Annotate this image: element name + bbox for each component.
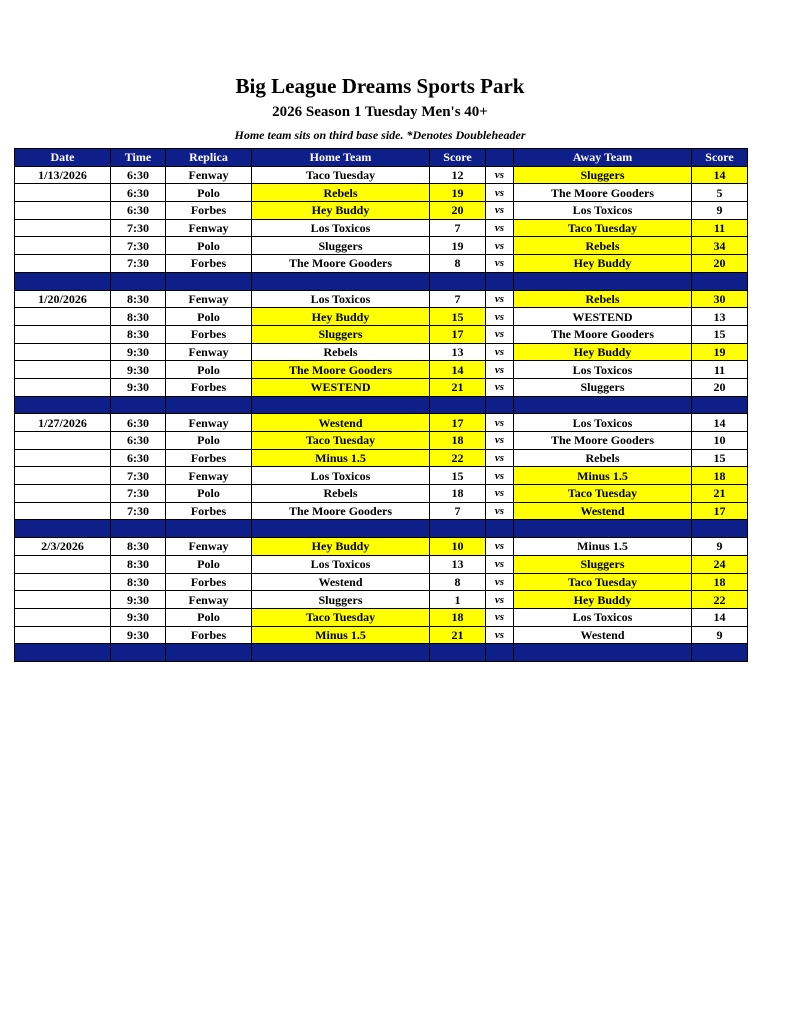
game-field: Fenway [166,290,252,308]
separator-cell [15,520,111,538]
away-team: Sluggers [514,555,692,573]
game-date [15,591,111,609]
game-date: 1/27/2026 [15,414,111,432]
table-row [15,432,748,450]
game-date [15,485,111,503]
away-team: The Moore Gooders [514,432,692,450]
separator-cell [430,644,486,662]
separator-cell [15,644,111,662]
game-field: Forbes [166,449,252,467]
away-score: 9 [692,626,748,644]
table-row [15,449,748,467]
away-score: 34 [692,237,748,255]
home-score: 7 [430,290,486,308]
game-field: Fenway [166,219,252,237]
away-team: Hey Buddy [514,343,692,361]
vs-label: vs [486,325,514,343]
game-field: Polo [166,432,252,450]
table-row [15,378,748,396]
week-separator [15,272,748,290]
game-time: 8:30 [111,290,166,308]
separator-cell [166,272,252,290]
game-time: 9:30 [111,343,166,361]
game-date [15,219,111,237]
game-field: Polo [166,308,252,326]
game-time: 6:30 [111,449,166,467]
separator-cell [514,272,692,290]
game-field: Fenway [166,467,252,485]
away-score: 13 [692,308,748,326]
game-time: 7:30 [111,467,166,485]
home-score: 18 [430,485,486,503]
game-field: Forbes [166,255,252,273]
away-score: 14 [692,166,748,184]
away-score: 18 [692,573,748,591]
separator-cell [486,520,514,538]
game-date [15,626,111,644]
away-team: Taco Tuesday [514,485,692,503]
separator-cell [430,520,486,538]
table-row [15,502,748,520]
home-team: Sluggers [252,237,430,255]
game-date [15,308,111,326]
game-date [15,432,111,450]
table-row [15,325,748,343]
home-team: Minus 1.5 [252,626,430,644]
home-score: 10 [430,538,486,556]
game-time: 8:30 [111,325,166,343]
table-row [15,166,748,184]
home-team: Hey Buddy [252,538,430,556]
vs-label: vs [486,608,514,626]
game-date: 1/20/2026 [15,290,111,308]
col-header-away-score: Score [692,149,748,167]
away-team: Sluggers [514,378,692,396]
vs-label: vs [486,343,514,361]
vs-label: vs [486,573,514,591]
home-team: Taco Tuesday [252,166,430,184]
separator-cell [486,272,514,290]
home-team: Taco Tuesday [252,608,430,626]
home-score: 12 [430,166,486,184]
separator-cell [486,644,514,662]
away-team: The Moore Gooders [514,325,692,343]
away-score: 21 [692,485,748,503]
col-header-time: Time [111,149,166,167]
home-team: Los Toxicos [252,555,430,573]
game-field: Fenway [166,591,252,609]
away-team: Rebels [514,449,692,467]
separator-cell [252,644,430,662]
game-field: Forbes [166,573,252,591]
vs-label: vs [486,502,514,520]
home-team: The Moore Gooders [252,361,430,379]
separator-cell [252,520,430,538]
vs-label: vs [486,555,514,573]
table-row [15,626,748,644]
home-score: 22 [430,449,486,467]
game-time: 8:30 [111,555,166,573]
col-header-replica: Replica [166,149,252,167]
game-time: 9:30 [111,591,166,609]
home-score: 19 [430,237,486,255]
away-score: 18 [692,467,748,485]
game-time: 8:30 [111,308,166,326]
away-team: Sluggers [514,166,692,184]
table-row [15,555,748,573]
table-row [15,591,748,609]
game-date [15,573,111,591]
week-separator [15,520,748,538]
vs-label: vs [486,184,514,202]
col-header-date: Date [15,149,111,167]
separator-cell [111,396,166,414]
vs-label: vs [486,449,514,467]
table-row [15,467,748,485]
game-date: 1/13/2026 [15,166,111,184]
game-time: 7:30 [111,502,166,520]
separator-cell [692,396,748,414]
table-row [15,538,748,556]
away-team: Los Toxicos [514,361,692,379]
game-field: Forbes [166,378,252,396]
away-score: 19 [692,343,748,361]
table-row [15,308,748,326]
schedule-body [15,166,748,661]
vs-label: vs [486,290,514,308]
away-team: Hey Buddy [514,591,692,609]
away-team: Los Toxicos [514,608,692,626]
away-team: Westend [514,626,692,644]
separator-cell [166,396,252,414]
home-team: Rebels [252,184,430,202]
game-field: Polo [166,361,252,379]
game-time: 6:30 [111,414,166,432]
game-field: Fenway [166,538,252,556]
home-team: WESTEND [252,378,430,396]
away-team: WESTEND [514,308,692,326]
away-score: 24 [692,555,748,573]
table-row [15,608,748,626]
game-field: Forbes [166,325,252,343]
game-time: 8:30 [111,538,166,556]
page-subtitle: 2026 Season 1 Tuesday Men's 40+ [272,104,488,120]
home-team: Westend [252,414,430,432]
game-time: 6:30 [111,432,166,450]
away-team: Taco Tuesday [514,573,692,591]
vs-label: vs [486,591,514,609]
game-date [15,361,111,379]
game-time: 6:30 [111,184,166,202]
away-team: Minus 1.5 [514,467,692,485]
game-field: Fenway [166,414,252,432]
game-time: 9:30 [111,378,166,396]
separator-cell [430,272,486,290]
game-date [15,608,111,626]
away-score: 20 [692,255,748,273]
game-field: Forbes [166,626,252,644]
away-team: Los Toxicos [514,414,692,432]
separator-cell [692,520,748,538]
game-field: Forbes [166,502,252,520]
game-time: 7:30 [111,255,166,273]
away-team: Los Toxicos [514,202,692,220]
table-row [15,237,748,255]
game-date [15,184,111,202]
table-row [15,255,748,273]
game-date [15,255,111,273]
separator-cell [514,520,692,538]
home-score: 15 [430,308,486,326]
game-date [15,237,111,255]
schedule-table [14,148,748,662]
vs-label: vs [486,432,514,450]
vs-label: vs [486,237,514,255]
home-score: 13 [430,555,486,573]
separator-cell [111,520,166,538]
game-time: 9:30 [111,361,166,379]
vs-label: vs [486,219,514,237]
away-team: Rebels [514,237,692,255]
home-team: The Moore Gooders [252,255,430,273]
separator-cell [15,396,111,414]
away-team: Hey Buddy [514,255,692,273]
home-team: Rebels [252,485,430,503]
table-row [15,290,748,308]
home-team: Los Toxicos [252,467,430,485]
vs-label: vs [486,255,514,273]
game-date [15,555,111,573]
away-team: Minus 1.5 [514,538,692,556]
home-team: Hey Buddy [252,202,430,220]
home-score: 18 [430,432,486,450]
separator-cell [692,272,748,290]
game-time: 8:30 [111,573,166,591]
table-row [15,202,748,220]
away-score: 22 [692,591,748,609]
game-date [15,202,111,220]
home-score: 17 [430,414,486,432]
game-time: 6:30 [111,166,166,184]
separator-cell [692,644,748,662]
home-score: 7 [430,219,486,237]
away-team: Westend [514,502,692,520]
separator-cell [15,272,111,290]
game-field: Polo [166,485,252,503]
col-header-home-team: Home Team [252,149,430,167]
table-row [15,485,748,503]
away-team: Taco Tuesday [514,219,692,237]
home-team: Sluggers [252,591,430,609]
game-time: 6:30 [111,202,166,220]
home-team: Westend [252,573,430,591]
game-time: 7:30 [111,485,166,503]
home-team: Minus 1.5 [252,449,430,467]
vs-label: vs [486,166,514,184]
home-score: 15 [430,467,486,485]
away-score: 15 [692,449,748,467]
home-score: 20 [430,202,486,220]
away-score: 14 [692,414,748,432]
vs-label: vs [486,361,514,379]
away-score: 9 [692,202,748,220]
away-score: 11 [692,361,748,379]
away-score: 9 [692,538,748,556]
home-score: 17 [430,325,486,343]
vs-label: vs [486,202,514,220]
away-score: 10 [692,432,748,450]
game-time: 9:30 [111,608,166,626]
game-date [15,449,111,467]
separator-cell [166,644,252,662]
game-field: Polo [166,555,252,573]
home-team: Taco Tuesday [252,432,430,450]
separator-cell [166,520,252,538]
home-score: 7 [430,502,486,520]
separator-cell [514,396,692,414]
week-separator [15,396,748,414]
home-score: 13 [430,343,486,361]
separator-cell [111,272,166,290]
game-field: Forbes [166,202,252,220]
schedule-note: Home team sits on third base side. *Denotes Doubleheader [234,128,526,142]
game-field: Polo [166,237,252,255]
away-score: 15 [692,325,748,343]
separator-cell [486,396,514,414]
col-header-vs [486,149,514,167]
week-separator [15,644,748,662]
game-date [15,343,111,361]
home-team: Rebels [252,343,430,361]
game-field: Polo [166,608,252,626]
home-score: 8 [430,255,486,273]
away-score: 5 [692,184,748,202]
home-score: 1 [430,591,486,609]
table-row [15,361,748,379]
table-row [15,184,748,202]
separator-cell [252,272,430,290]
away-team: Rebels [514,290,692,308]
home-team: Los Toxicos [252,219,430,237]
game-time: 7:30 [111,219,166,237]
home-score: 21 [430,378,486,396]
col-header-home-score: Score [430,149,486,167]
home-score: 21 [430,626,486,644]
home-team: Los Toxicos [252,290,430,308]
away-score: 20 [692,378,748,396]
game-date: 2/3/2026 [15,538,111,556]
page-title: Big League Dreams Sports Park [235,74,525,98]
game-field: Fenway [166,343,252,361]
vs-label: vs [486,626,514,644]
table-header-row [15,149,748,167]
game-date [15,467,111,485]
game-field: Fenway [166,166,252,184]
away-score: 17 [692,502,748,520]
game-date [15,502,111,520]
home-score: 14 [430,361,486,379]
vs-label: vs [486,308,514,326]
separator-cell [514,644,692,662]
table-row [15,573,748,591]
table-row [15,343,748,361]
vs-label: vs [486,378,514,396]
vs-label: vs [486,467,514,485]
vs-label: vs [486,485,514,503]
separator-cell [252,396,430,414]
col-header-away-team: Away Team [514,149,692,167]
game-time: 7:30 [111,237,166,255]
table-row [15,219,748,237]
game-field: Polo [166,184,252,202]
game-date [15,325,111,343]
home-team: Hey Buddy [252,308,430,326]
home-score: 18 [430,608,486,626]
vs-label: vs [486,538,514,556]
table-row [15,414,748,432]
away-team: The Moore Gooders [514,184,692,202]
game-date [15,378,111,396]
away-score: 14 [692,608,748,626]
separator-cell [430,396,486,414]
home-team: The Moore Gooders [252,502,430,520]
away-score: 30 [692,290,748,308]
home-score: 19 [430,184,486,202]
home-score: 8 [430,573,486,591]
separator-cell [111,644,166,662]
vs-label: vs [486,414,514,432]
game-time: 9:30 [111,626,166,644]
home-team: Sluggers [252,325,430,343]
away-score: 11 [692,219,748,237]
